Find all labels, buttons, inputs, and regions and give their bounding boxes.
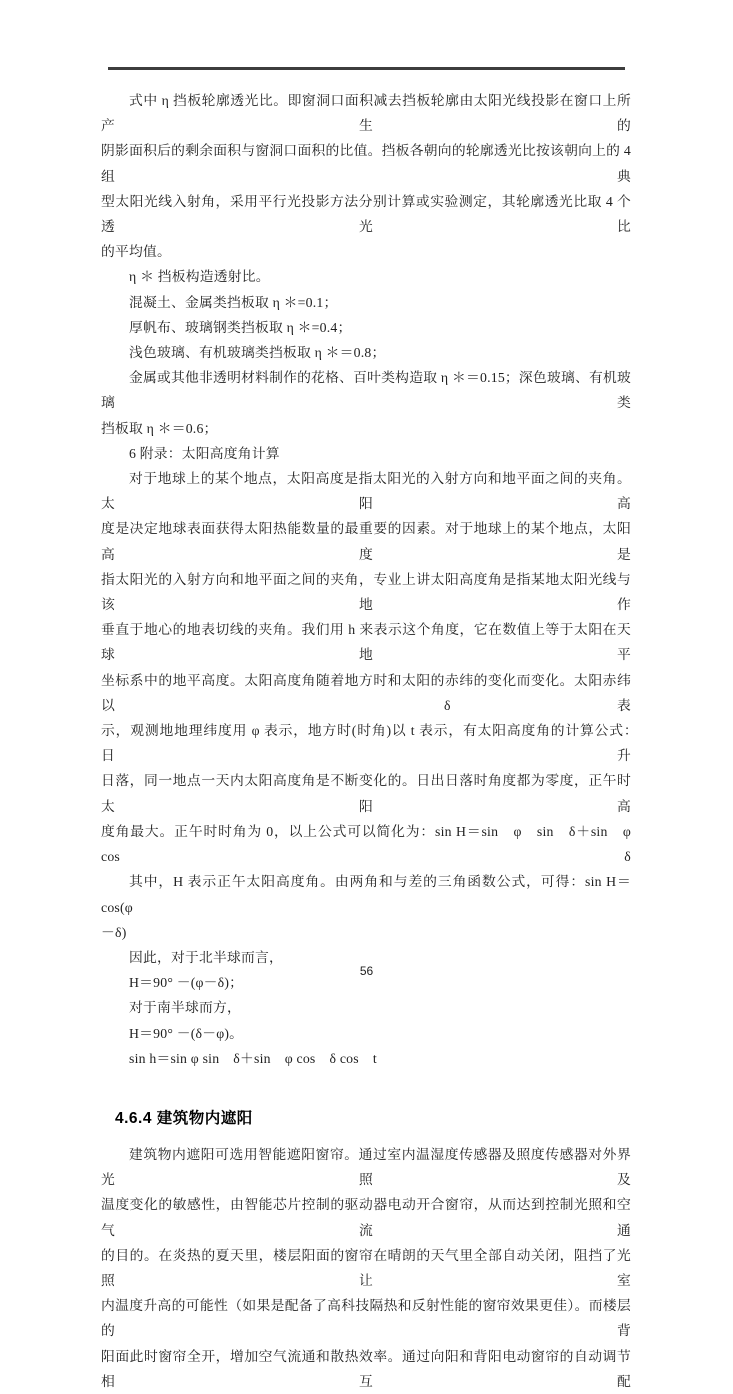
text-line: 建筑物内遮阳可选用智能遮阳窗帘。通过室内温湿度传感器及照度传感器对外界光照及	[101, 1146, 631, 1188]
text-line: 度是决定地球表面获得太阳热能数量的最重要的因素。对于地球上的某个地点，太阳高度是	[101, 521, 631, 562]
text-line: 温度变化的敏感性，由智能芯片控制的驱动器电动开合窗帘，从而达到控制光照和空气流通	[101, 1197, 631, 1238]
text-line: 的目的。在炎热的夏天里，楼层阳面的窗帘在晴朗的天气里全部自动关闭，阻挡了光照让室	[101, 1247, 631, 1288]
text-line: η ＊ 挡板构造透射比。	[129, 269, 270, 285]
text-line: 厚帆布、玻璃钢类挡板取 η ＊=0.4；	[129, 319, 352, 335]
text-line: 混凝土、金属类挡板取 η ＊=0.1；	[129, 294, 338, 310]
text-line: －δ)	[101, 924, 127, 940]
text-line: 6 附录：太阳高度角计算	[129, 445, 280, 461]
text-line: 式中 η 挡板轮廓透光比。即窗洞口面积减去挡板轮廓由太阳光线投影在窗口上所产生的	[101, 93, 631, 134]
text-line: 挡板取 η ＊＝0.6；	[101, 420, 218, 436]
text-line: 金属或其他非透明材料制作的花格、百叶类构造取 η ＊＝0.15；深色玻璃、有机玻璃类	[101, 370, 631, 411]
text-line: H＝90° －(δ－φ)。	[129, 1025, 244, 1041]
text-line: H＝90° －(φ－δ)；	[129, 975, 244, 991]
text-line: 阴影面积后的剩余面积与窗洞口面积的比值。挡板各朝向的轮廓透光比按该朝向上的 4 组典	[101, 143, 631, 184]
document-body	[101, 88, 645, 1394]
text-line: 内温度升高的可能性（如果是配备了高科技隔热和反射性能的窗帘效果更佳）。而楼层的背	[101, 1298, 631, 1339]
text-line: sin h＝sin φ sin δ＋sin φ cos δ cos t	[129, 1050, 377, 1066]
text-line: 垂直于地心的地表切线的夹角。我们用 h 来表示这个角度，它在数值上等于太阳在天球地平	[101, 622, 631, 663]
text-line: 指太阳光的入射方向和地平面之间的夹角，专业上讲太阳高度角是指某地太阳光线与该地作	[101, 571, 631, 613]
text-line: 的平均值。	[101, 244, 171, 260]
section-heading: 4.6.4 建筑物内遮阳	[115, 1109, 253, 1127]
text-line: 因此，对于北半球而言，	[129, 949, 283, 965]
text-line: 日落，同一地点一天内太阳高度角是不断变化的。日出日落时角度都为零度，正午时太阳高	[101, 773, 631, 814]
text-line: 示，观测地地理纬度用 φ 表示，地方时(时角)以 t 表示，有太阳高度角的计算公式： 日升	[101, 723, 645, 764]
header-rule	[108, 67, 625, 70]
text-line: 对于地球上的某个地点，太阳高度是指太阳光的入射方向和地平面之间的夹角。太阳高	[101, 471, 631, 512]
text-line: 对于南半球而方，	[129, 1000, 241, 1016]
text-line: 其中，H 表示正午太阳高度角。由两角和与差的三角函数公式，可得：sin H＝cos(φ	[101, 874, 631, 915]
text-line: 度角最大。正午时时角为 0，以上公式可以简化为：sin H＝sin φ sin δ＋sin φ cos δ	[101, 823, 645, 865]
page-number: 56	[359, 964, 374, 978]
text-line: 阳面此时窗帘全开，增加空气流通和散热效率。通过向阳和背阳电动窗帘的自动调节相互配	[101, 1348, 631, 1389]
text-line: 浅色玻璃、有机玻璃类挡板取 η ＊＝0.8；	[129, 345, 386, 361]
text-line: 型太阳光线入射角，采用平行光投影方法分别计算或实验测定，其轮廓透光比取 4 个透光比	[101, 193, 631, 235]
text-line: 坐标系中的地平高度。太阳高度角随着地方时和太阳的赤纬的变化而变化。太阳赤纬以 δ 表	[101, 672, 631, 713]
